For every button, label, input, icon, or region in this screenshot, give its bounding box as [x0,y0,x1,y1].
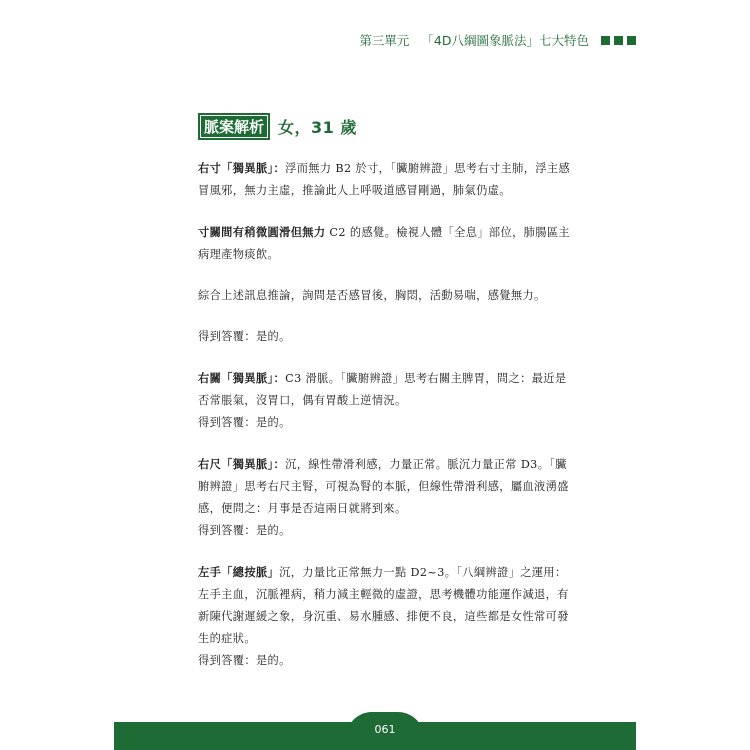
running-header [359,30,636,50]
unit-label: 第三單元 [359,33,410,48]
header-squares-icon [599,36,636,45]
case-content [198,157,578,691]
paragraph-summary: 綜合上述訊息推論，詢問是否感冒後，胸悶，活動易喘，感覺無力。 [198,289,546,302]
paragraph-right-cun: 右寸「獨異脈」：浮而無力 B2 於寸，「臟腑辨證」思考右寸主肺，浮主感冒風邪，無力主虛，推論此人上呼吸道感冒剛過，肺氣仍虛。 [198,161,571,197]
case-title [198,113,357,140]
page-number: 061 [374,723,396,736]
answer-line: 得到答覆：是的。 [198,654,291,667]
answer-line: 得到答覆：是的。 [198,524,291,537]
paragraph-right-chi: 右尺「獨異脈」：沉，線性帶滑利感，力量正常。脈沉力量正常 D3。「臟腑辨證」思考右尺主腎，可視為腎的本脈，但線性帶滑利感，屬血液湧盛感，便問之：月事是否這兩日就將到來。 得到答覆：是的。 [198,457,569,537]
case-badge: 脈案解析 [198,113,270,140]
answer-line: 得到答覆：是的。 [198,416,291,429]
case-subject: 女，31 歲 [278,118,357,137]
paragraph-right-guan: 右關「獨異脈」：C3 滑脈。「臟腑辨證」思考右關主脾胃，問之：最近是否常脹氣，沒胃口，偶有胃酸上逆情況。 得到答覆：是的。 [198,371,567,429]
paragraph-cun-guan: 寸關間有稍微圓滑但無力 C2 的感覺。檢視人體「全息」部位，肺腸區主病理產物痰飲。 [198,225,571,261]
paragraph-left-hand: 左手「總按脈」沉，力量比正常無力一點 D2~3。「八綱辨證」之運用：左手主血，沉脈裡病，稍力減主輕微的虛證，思考機體功能運作減退，有新陳代謝遲緩之象，身沉重、易水腫感、排便不良，這些都是女性常可發生的症狀。 得到答覆：是的。 [198,565,569,667]
paragraph-answer: 得到答覆：是的。 [198,330,291,343]
chapter-title: 「4D八綱圖象脈法」七大特色 [421,33,589,48]
